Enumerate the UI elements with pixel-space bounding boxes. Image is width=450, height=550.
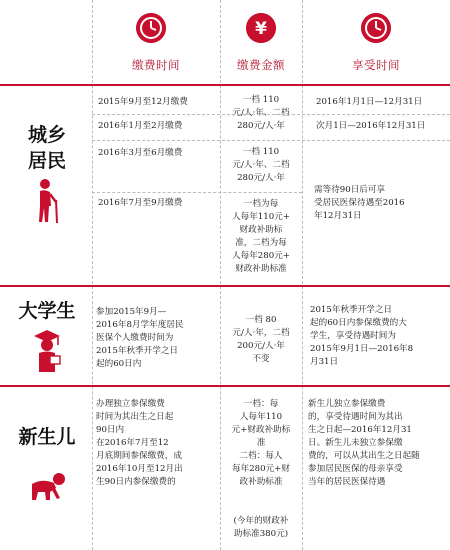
newborn-amount: 一档：每 人每年110 元+财政补助标 准 二档：每人 每年280元+财 政补助标准 (今年的财政补 助标准380元): [231, 399, 291, 539]
student-icon: [30, 328, 64, 374]
student-time: 参加2015年9月— 2016年8月学年度居民 医保个人缴费时间为 2015年秋季开学之日 起的60日内: [96, 307, 184, 369]
clock-icon: [361, 13, 391, 43]
payment-amount-header: 缴费金额: [237, 58, 285, 72]
benefit-period-header: 享受时间: [352, 58, 400, 72]
newborn-benefit: 新生儿独立参保缴费 的，享受待遇时间为其出 生之日起—2016年12月31 日。新生儿未独立参保缴 费的，可以从其出生之日起随 参加居民医保的母亲享受 当年的居民医保待遇: [308, 399, 420, 487]
crawling-baby-icon: [28, 470, 68, 502]
newborn-time: 办理独立参保缴费 时间为其出生之日起 90日内 在2016年7月至12 月底期间参保缴费，成 2016年10月至12月出 生90日内参保缴费的: [96, 399, 183, 487]
urban-r4-time: 2016年7月至9月缴费: [98, 198, 183, 208]
urban-r2-time: 2016年1月至2月缴费: [98, 121, 183, 131]
section-divider: [0, 84, 450, 86]
column-divider: [302, 0, 303, 550]
clock-icon: [136, 13, 166, 43]
urban-r1-time: 2015年9月至12月缴费: [98, 97, 188, 107]
column-divider: [220, 0, 221, 550]
section-divider: [0, 385, 450, 387]
student-benefit: 2015年秋季开学之日 起的60日内参保缴费的大 学生，享受待遇时间为 2015年9月1日—2016年8 月31日: [310, 305, 414, 367]
row-divider: [92, 140, 450, 141]
urban-r1-amount: 一档 110 元/人·年、二档 280元/人·年: [232, 95, 290, 131]
urban-r34-benefit: 需等待90日后可享 受居民医保待遇至2016 年12月31日: [314, 185, 405, 221]
yuan-icon: [246, 13, 276, 43]
urban-r4-amount: 一档为每 人每年110元+ 财政补助标 准，二档为每 人每年280元+ 财政补助标准: [232, 199, 290, 274]
elderly-person-icon: [32, 178, 62, 224]
column-divider: [92, 0, 93, 550]
row-divider: [92, 114, 450, 115]
urban-r2-benefit: 次月1日—2016年12月31日: [316, 121, 426, 131]
college-students-label: 大学生: [18, 300, 76, 322]
urban-r3-time: 2016年3月至6月缴费: [98, 148, 183, 158]
urban-r1-benefit: 2016年1月1日—12月31日: [316, 97, 423, 107]
row-divider: [92, 192, 302, 193]
urban-residents-label: 城乡 居民: [27, 124, 66, 172]
svg-text:¥: ¥: [255, 19, 267, 39]
urban-r3-amount: 一档 110 元/人·年、二档 280元/人·年: [232, 147, 290, 183]
payment-period-header: 缴费时间: [132, 58, 180, 72]
newborn-label: 新生儿: [18, 426, 76, 448]
section-divider: [0, 285, 450, 287]
student-amount: 一档 80 元/人·年，二档 200元/人·年 不变: [232, 315, 290, 364]
